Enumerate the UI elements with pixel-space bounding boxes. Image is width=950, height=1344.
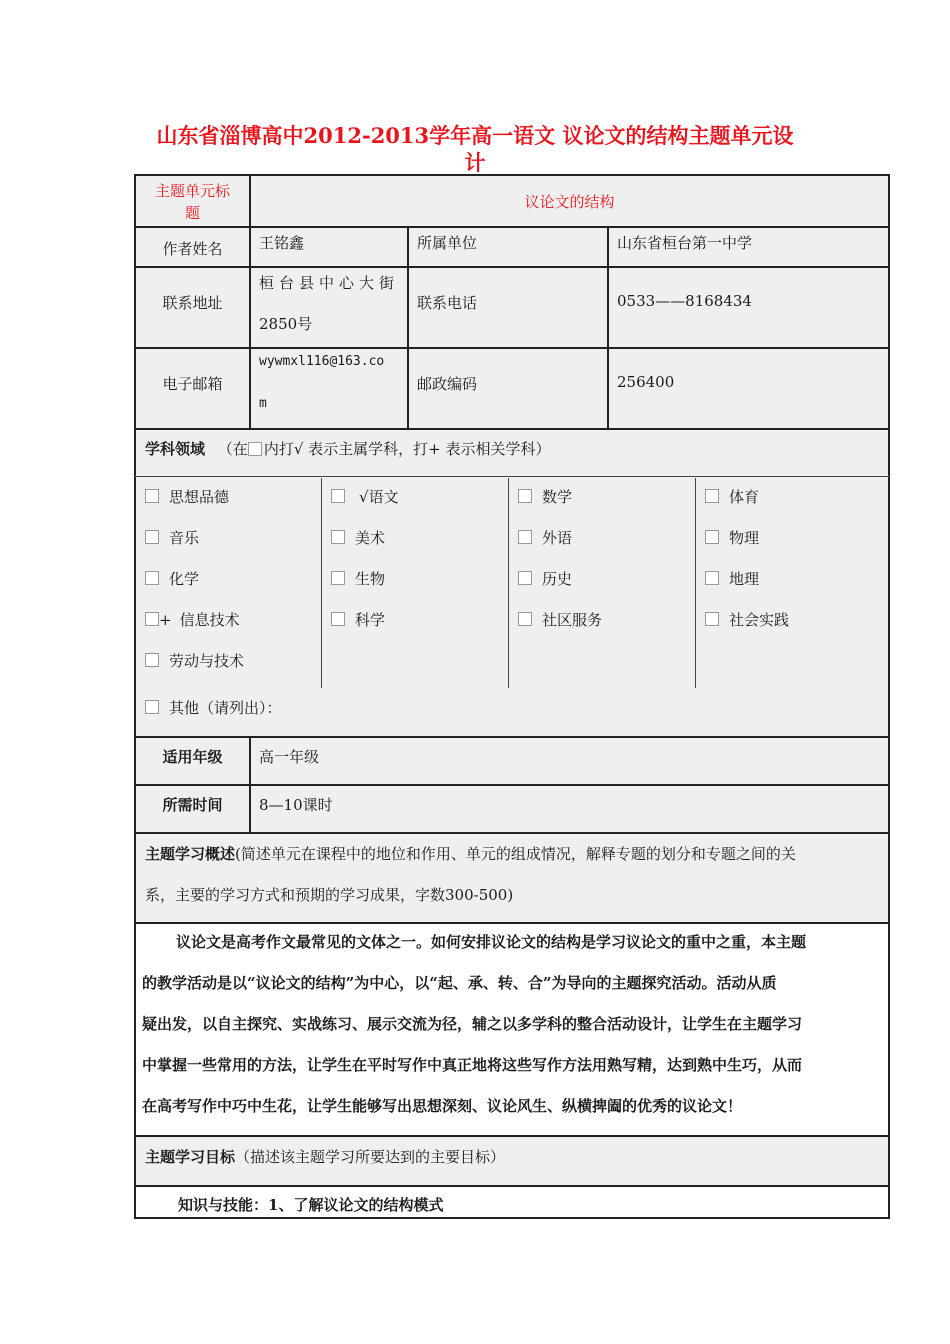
subject-item-other[interactable]: 其他（请列出）： <box>145 697 282 718</box>
divider <box>134 1135 890 1137</box>
divider <box>134 476 890 477</box>
unit-title-label: 主题单元标 题 <box>154 182 230 222</box>
checkbox-icon[interactable] <box>145 571 159 585</box>
overview-desc-2: 系，主要的学习方式和预期的学习成果，字数300-500) <box>145 886 514 904</box>
subject-item[interactable]: 科学 <box>331 609 385 630</box>
divider <box>134 226 890 228</box>
checkbox-icon[interactable] <box>518 530 532 544</box>
divider <box>134 266 890 268</box>
subject-item[interactable]: 数学 <box>518 486 572 507</box>
divider <box>134 1217 890 1219</box>
overview-body-line: 疑出发，以自主探究、实战练习、展示交流为径，辅之以多学科的整合活动设计，让学生在主题学习 <box>142 1015 803 1033</box>
divider <box>134 1185 890 1187</box>
subject-item[interactable]: 化学 <box>145 568 199 589</box>
address-line-1: 桓台县中心大街 <box>259 274 400 292</box>
checkbox-icon[interactable] <box>145 612 159 626</box>
postcode-value: 256400 <box>617 373 675 391</box>
grade-label: 适用年级 <box>162 748 223 766</box>
phone-label: 联系电话 <box>417 294 478 312</box>
overview-body <box>142 922 882 1127</box>
overview-body-line: 中掌握一些常用的方法，让学生在平时写作中真正地将这些写作方法用熟写精，达到熟中生巧，从而 <box>142 1056 803 1074</box>
subject-item[interactable]: 地理 <box>705 568 759 589</box>
subject-item[interactable]: 美术 <box>331 527 385 548</box>
checkbox-icon[interactable] <box>331 571 345 585</box>
duration-value: 8—10课时 <box>259 796 333 814</box>
plus-mark: + <box>159 611 172 629</box>
unit-title-value: 议论文的结构 <box>524 193 615 211</box>
divider <box>134 347 890 349</box>
email-line-1: wywmxl116@163.co <box>259 354 385 369</box>
divider <box>134 784 890 786</box>
goals-first-item: 知识与技能：1、了解议论文的结构模式 <box>178 1196 444 1214</box>
address-line-2: 2850号 <box>259 315 313 333</box>
subject-item[interactable]: 体育 <box>705 486 759 507</box>
checkbox-icon[interactable] <box>145 489 159 503</box>
divider <box>134 736 890 738</box>
checkbox-icon[interactable] <box>331 612 345 626</box>
checkbox-icon[interactable] <box>518 571 532 585</box>
document-title-line-2: 计 <box>464 150 486 175</box>
postcode-label: 邮政编码 <box>417 375 478 393</box>
divider <box>407 227 409 429</box>
divider <box>607 227 609 429</box>
checkbox-icon[interactable] <box>705 571 719 585</box>
divider <box>134 832 890 834</box>
subject-item[interactable]: 音乐 <box>145 527 199 548</box>
checkbox-icon[interactable] <box>518 489 532 503</box>
goals-header <box>145 1146 505 1167</box>
subject-item[interactable]: 社会实践 <box>705 609 789 630</box>
goals-desc: （描述该主题学习所要达到的主要目标） <box>235 1148 506 1166</box>
overview-header-line-1 <box>145 843 796 864</box>
subject-item[interactable]: 外语 <box>518 527 572 548</box>
author-name: 王铭鑫 <box>259 234 305 252</box>
duration-label: 所需时间 <box>162 796 223 814</box>
checkbox-icon[interactable] <box>145 700 159 714</box>
checkbox-icon[interactable] <box>331 530 345 544</box>
divider <box>321 478 322 688</box>
divider <box>695 478 696 688</box>
divider <box>134 428 890 430</box>
email-line-2: m <box>259 396 267 411</box>
phone-value: 0533——8168434 <box>617 292 752 310</box>
divider <box>508 478 509 688</box>
email-label: 电子邮箱 <box>162 375 223 393</box>
overview-body-line: 在高考写作中巧中生花，让学生能够写出思想深刻、议论风生、纵横捭阖的优秀的议论文！ <box>142 1097 743 1115</box>
subject-area-note-prefix: （在 <box>217 440 248 458</box>
checkbox-icon[interactable] <box>705 530 719 544</box>
document-title <box>120 122 830 176</box>
divider <box>249 737 251 833</box>
subject-item[interactable]: 社区服务 <box>518 609 602 630</box>
author-unit-label: 所属单位 <box>417 234 478 252</box>
checkbox-icon[interactable] <box>145 530 159 544</box>
goals-label: 主题学习目标 <box>145 1148 236 1166</box>
overview-label: 主题学习概述 <box>145 845 236 863</box>
grade-value: 高一年级 <box>259 748 320 766</box>
checkbox-sample-icon <box>248 442 262 456</box>
checkbox-icon[interactable] <box>705 612 719 626</box>
checkbox-icon[interactable] <box>518 612 532 626</box>
checkbox-icon[interactable] <box>145 653 159 667</box>
subject-item[interactable]: 思想品德 <box>145 486 229 507</box>
author-unit: 山东省桓台第一中学 <box>617 234 753 252</box>
checkbox-icon[interactable] <box>705 489 719 503</box>
subject-item[interactable]: √语文 <box>331 486 399 507</box>
subject-item[interactable]: 历史 <box>518 568 572 589</box>
document-title-line-1: 山东省淄博高中2012-2013学年高一语文 议论文的结构主题单元设 <box>156 123 794 148</box>
overview-body-line: 的教学活动是以“议论文的结构”为中心，以“起、承、转、合”为导向的主题探究活动。活动从质 <box>142 974 777 992</box>
subject-area-header <box>145 438 550 459</box>
subject-item[interactable]: + 信息技术 <box>145 609 240 630</box>
check-mark: √ <box>359 488 369 506</box>
divider <box>249 176 251 429</box>
overview-desc-1: (简述单元在课程中的地位和作用、单元的组成情况，解释专题的划分和专题之间的关 <box>235 845 796 863</box>
subject-area-note-suffix: 内打√ 表示主属学科，打+ 表示相关学科） <box>263 440 551 458</box>
subject-item[interactable]: 劳动与技术 <box>145 650 244 671</box>
subject-item[interactable]: 生物 <box>331 568 385 589</box>
address-label: 联系地址 <box>162 294 223 312</box>
subject-item[interactable]: 物理 <box>705 527 759 548</box>
overview-body-line: 议论文是高考作文最常见的文体之一。如何安排议论文的结构是学习议论文的重中之重，本主题 <box>176 933 807 951</box>
author-name-label: 作者姓名 <box>162 240 223 258</box>
subject-area-label: 学科领域 <box>145 440 206 458</box>
checkbox-icon[interactable] <box>331 489 345 503</box>
